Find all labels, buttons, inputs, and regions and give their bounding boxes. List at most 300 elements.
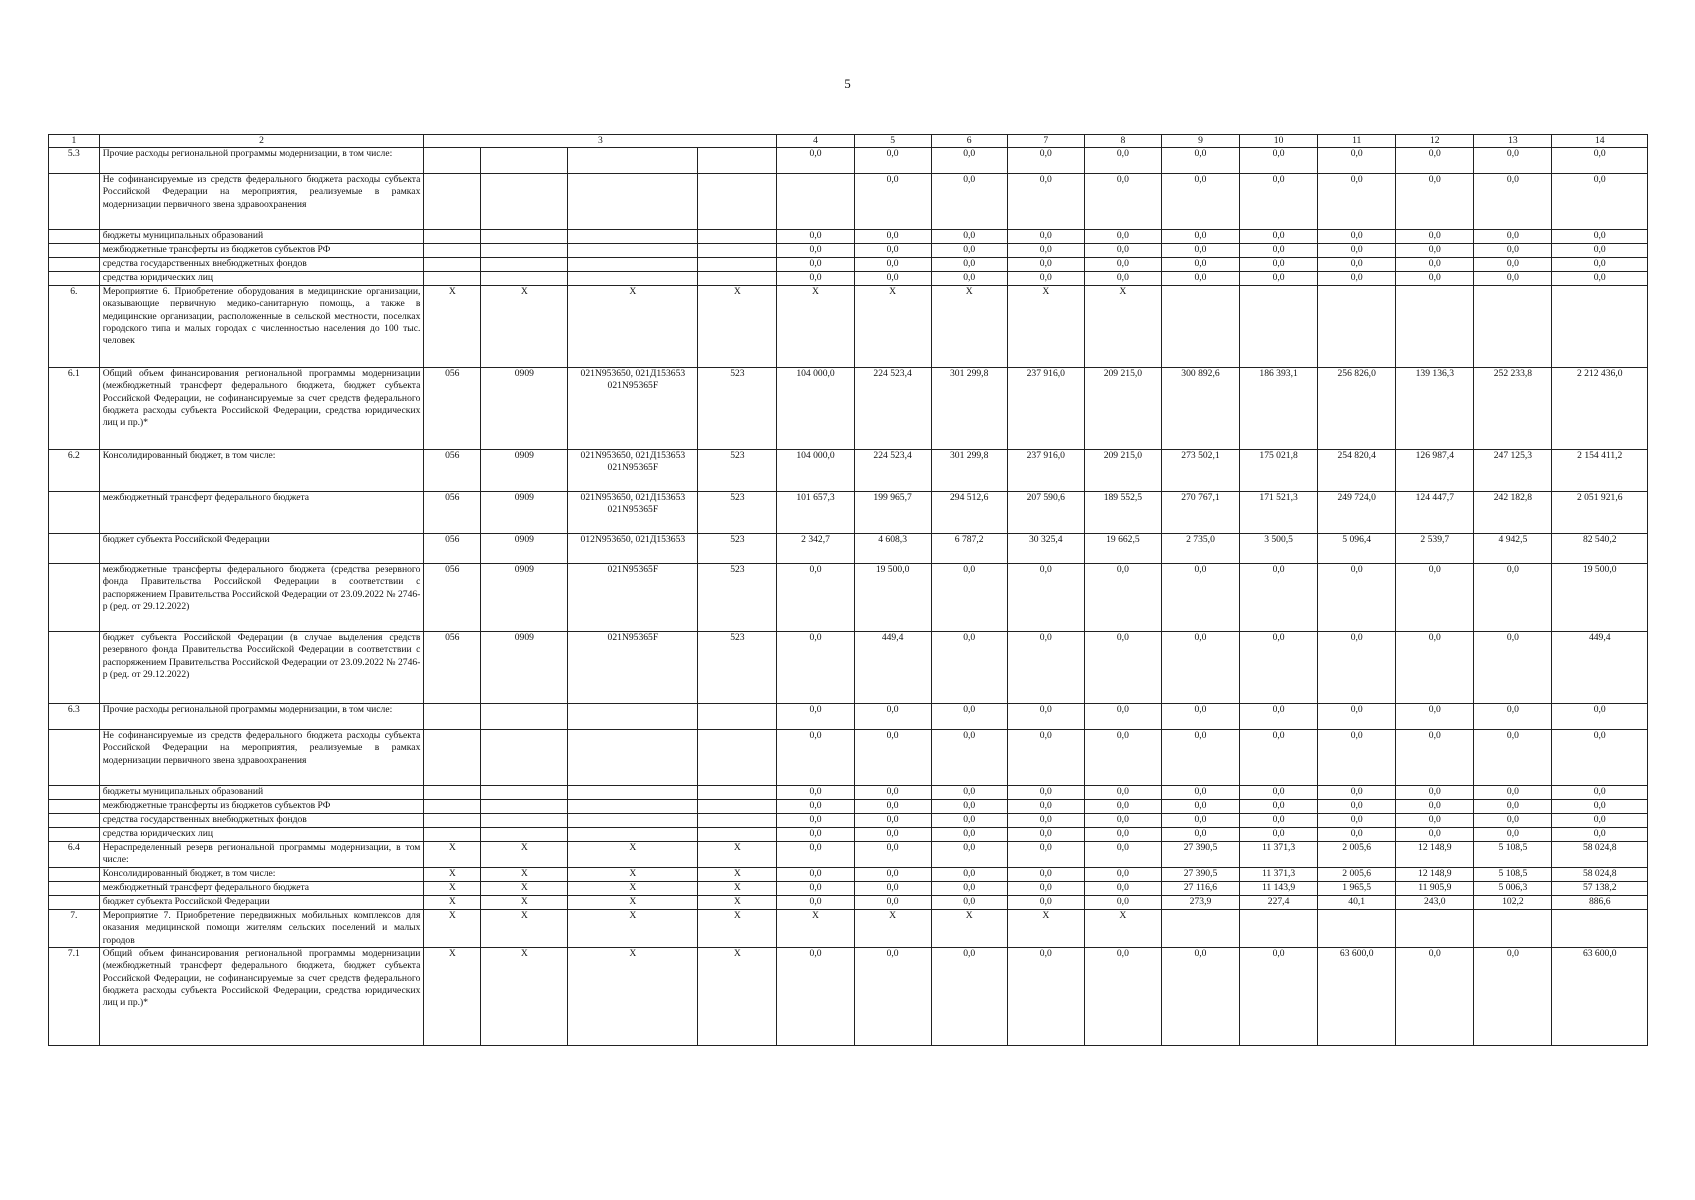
value-cell: 27 390,5 — [1161, 842, 1239, 868]
table-row — [49, 148, 1648, 174]
row-number — [49, 800, 100, 814]
budget-code-cell — [568, 148, 698, 174]
table-row — [49, 230, 1648, 244]
value-cell: 247 125,3 — [1474, 450, 1552, 492]
value-cell: 0,0 — [931, 730, 1007, 786]
row-number — [49, 882, 100, 896]
value-cell: 0,0 — [931, 786, 1007, 800]
column-number-cell: 6 — [931, 135, 1007, 148]
table-row — [49, 730, 1648, 786]
value-cell: 0,0 — [1552, 244, 1648, 258]
value-cell: 0,0 — [1474, 148, 1552, 174]
value-cell: 237 916,0 — [1007, 450, 1084, 492]
value-cell: 0,0 — [854, 814, 931, 828]
table-row — [49, 882, 1648, 896]
row-number — [49, 258, 100, 272]
value-cell: 0,0 — [1161, 564, 1239, 632]
budget-code-cell — [698, 258, 777, 272]
value-cell: 0,0 — [777, 730, 854, 786]
value-cell: 0,0 — [854, 868, 931, 882]
value-cell: 0,0 — [1240, 174, 1318, 230]
budget-code-cell: 0909 — [481, 564, 568, 632]
budget-code-cell — [568, 272, 698, 286]
value-cell: 0,0 — [1318, 230, 1396, 244]
budget-code-cell: 523 — [698, 564, 777, 632]
value-cell: 0,0 — [777, 948, 854, 1046]
value-cell — [1240, 910, 1318, 948]
value-cell: 0,0 — [777, 632, 854, 704]
row-number — [49, 174, 100, 230]
table-body — [49, 135, 1648, 1046]
row-description: Прочие расходы региональной программы модернизации, в том числе: — [99, 148, 424, 174]
value-cell: 0,0 — [1240, 828, 1318, 842]
column-number-cell: 14 — [1552, 135, 1648, 148]
column-number-cell: 2 — [99, 135, 424, 148]
budget-code-cell — [568, 174, 698, 230]
value-cell: 186 393,1 — [1240, 368, 1318, 450]
row-description: Общий объем финансирования региональной программы модернизации (межбюджетный трансферт федерального бюджета, бюджет субъекта Российской Федерации, не софинансируемые за счет средств федерального бюджета расходы субъекта Российской Федерации, средства юридических лиц и пр.)* — [99, 368, 424, 450]
value-cell: 0,0 — [1552, 814, 1648, 828]
value-cell: 0,0 — [1552, 174, 1648, 230]
value-cell: 0,0 — [1474, 828, 1552, 842]
table-row — [49, 564, 1648, 632]
budget-code-cell — [568, 814, 698, 828]
value-cell: 0,0 — [1474, 786, 1552, 800]
value-cell: 0,0 — [777, 564, 854, 632]
table-row — [49, 948, 1648, 1046]
value-cell: 0,0 — [777, 868, 854, 882]
budget-code-cell: Х — [481, 842, 568, 868]
value-cell: 0,0 — [1007, 868, 1084, 882]
value-cell: 0,0 — [854, 800, 931, 814]
row-description: бюджет субъекта Российской Федерации (в случае выделения средств резервного фонда Правительства Российской Федерации в соответствии с распоряжением Правительства Российской Федерации от 23.09.2022 № 2746-р (ред. от 29.12.2022) — [99, 632, 424, 704]
value-cell: 0,0 — [777, 704, 854, 730]
table-row — [49, 272, 1648, 286]
budget-code-cell: Х — [698, 948, 777, 1046]
value-cell: 0,0 — [1240, 258, 1318, 272]
budget-code-cell: 012N953650, 021Д153653 — [568, 534, 698, 564]
value-cell: 0,0 — [1240, 244, 1318, 258]
column-number-cell: 8 — [1084, 135, 1161, 148]
value-cell: 0,0 — [1007, 564, 1084, 632]
value-cell: 249 724,0 — [1318, 492, 1396, 534]
table-row — [49, 786, 1648, 800]
row-description: бюджет субъекта Российской Федерации — [99, 534, 424, 564]
budget-code-cell: Х — [698, 286, 777, 368]
budget-code-cell: 056 — [424, 368, 481, 450]
value-cell: 0,0 — [931, 258, 1007, 272]
value-cell: 0,0 — [777, 244, 854, 258]
budget-code-cell — [424, 828, 481, 842]
value-cell: 209 215,0 — [1084, 450, 1161, 492]
value-cell: 189 552,5 — [1084, 492, 1161, 534]
row-description: средства государственных внебюджетных фондов — [99, 258, 424, 272]
value-cell: 0,0 — [854, 896, 931, 910]
value-cell: 209 215,0 — [1084, 368, 1161, 450]
value-cell: 0,0 — [1474, 800, 1552, 814]
value-cell: 0,0 — [1007, 730, 1084, 786]
value-cell: 0,0 — [1396, 948, 1474, 1046]
value-cell: 199 965,7 — [854, 492, 931, 534]
value-cell: 0,0 — [1161, 800, 1239, 814]
row-number: 6.2 — [49, 450, 100, 492]
value-cell — [1552, 910, 1648, 948]
budget-code-cell: 021N953650, 021Д153653 021N95365F — [568, 450, 698, 492]
table-row — [49, 492, 1648, 534]
value-cell: 0,0 — [1007, 148, 1084, 174]
value-cell: 0,0 — [1084, 828, 1161, 842]
budget-code-cell — [568, 244, 698, 258]
value-cell: 5 096,4 — [1318, 534, 1396, 564]
row-description: межбюджетный трансферт федерального бюджета — [99, 492, 424, 534]
value-cell: 256 826,0 — [1318, 368, 1396, 450]
value-cell: 0,0 — [1474, 272, 1552, 286]
value-cell: 0,0 — [1161, 704, 1239, 730]
value-cell: 0,0 — [1396, 230, 1474, 244]
value-cell: 0,0 — [1318, 786, 1396, 800]
row-number — [49, 868, 100, 882]
value-cell: 3 500,5 — [1240, 534, 1318, 564]
budget-code-cell — [424, 786, 481, 800]
value-cell: 0,0 — [1084, 730, 1161, 786]
value-cell: 0,0 — [1084, 814, 1161, 828]
value-cell: 6 787,2 — [931, 534, 1007, 564]
value-cell: 0,0 — [854, 148, 931, 174]
value-cell: 58 024,8 — [1552, 868, 1648, 882]
value-cell: 57 138,2 — [1552, 882, 1648, 896]
value-cell: 0,0 — [1240, 814, 1318, 828]
value-cell: 0,0 — [1161, 230, 1239, 244]
table-row — [49, 258, 1648, 272]
value-cell: 2 735,0 — [1161, 534, 1239, 564]
row-number — [49, 730, 100, 786]
budget-code-cell: Х — [568, 286, 698, 368]
budget-code-cell: Х — [424, 842, 481, 868]
budget-code-cell: Х — [481, 882, 568, 896]
value-cell: 0,0 — [1161, 258, 1239, 272]
value-cell: 30 325,4 — [1007, 534, 1084, 564]
value-cell: 0,0 — [931, 632, 1007, 704]
value-cell: 0,0 — [1007, 786, 1084, 800]
budget-code-cell: Х — [568, 948, 698, 1046]
value-cell: 0,0 — [1396, 786, 1474, 800]
row-number — [49, 244, 100, 258]
value-cell: 207 590,6 — [1007, 492, 1084, 534]
value-cell: 273,9 — [1161, 896, 1239, 910]
budget-code-cell: Х — [698, 882, 777, 896]
value-cell: 0,0 — [1474, 948, 1552, 1046]
value-cell: 242 182,8 — [1474, 492, 1552, 534]
value-cell: 0,0 — [931, 564, 1007, 632]
value-cell: 0,0 — [1007, 882, 1084, 896]
budget-code-cell — [698, 244, 777, 258]
budget-code-cell — [424, 148, 481, 174]
row-description: бюджет субъекта Российской Федерации — [99, 896, 424, 910]
value-cell: 58 024,8 — [1552, 842, 1648, 868]
budget-code-cell: 523 — [698, 632, 777, 704]
value-cell — [1318, 910, 1396, 948]
row-number — [49, 828, 100, 842]
value-cell: 11 905,9 — [1396, 882, 1474, 896]
value-cell: 0,0 — [777, 800, 854, 814]
value-cell: 0,0 — [1240, 230, 1318, 244]
budget-code-cell: Х — [424, 948, 481, 1046]
value-cell: 0,0 — [1318, 272, 1396, 286]
value-cell: 175 021,8 — [1240, 450, 1318, 492]
budget-code-cell: 021N953650, 021Д153653 021N95365F — [568, 492, 698, 534]
value-cell: 101 657,3 — [777, 492, 854, 534]
value-cell: 0,0 — [777, 882, 854, 896]
page-number: 5 — [844, 76, 851, 91]
budget-code-cell: 0909 — [481, 368, 568, 450]
value-cell: 104 000,0 — [777, 368, 854, 450]
value-cell: 0,0 — [1552, 730, 1648, 786]
budget-code-cell: 0909 — [481, 632, 568, 704]
budget-code-cell — [424, 730, 481, 786]
value-cell: 0,0 — [1240, 272, 1318, 286]
value-cell: 0,0 — [931, 244, 1007, 258]
value-cell: 0,0 — [931, 828, 1007, 842]
budget-code-cell — [568, 828, 698, 842]
value-cell: Х — [931, 286, 1007, 368]
budget-code-cell: Х — [424, 286, 481, 368]
value-cell: 0,0 — [1318, 564, 1396, 632]
value-cell: 0,0 — [854, 244, 931, 258]
row-number: 6.4 — [49, 842, 100, 868]
value-cell: 0,0 — [1007, 258, 1084, 272]
value-cell: 0,0 — [1474, 564, 1552, 632]
value-cell: Х — [854, 286, 931, 368]
value-cell: 0,0 — [1396, 800, 1474, 814]
column-number-cell: 4 — [777, 135, 854, 148]
value-cell — [777, 174, 854, 230]
row-number: 7. — [49, 910, 100, 948]
value-cell: 0,0 — [1084, 948, 1161, 1046]
value-cell: 0,0 — [1161, 148, 1239, 174]
budget-code-cell: 0909 — [481, 450, 568, 492]
value-cell: 11 371,3 — [1240, 868, 1318, 882]
budget-code-cell: Х — [481, 896, 568, 910]
row-number — [49, 492, 100, 534]
value-cell: 0,0 — [931, 842, 1007, 868]
budget-code-cell — [568, 800, 698, 814]
row-description: Нераспределенный резерв региональной программы модернизации, в том числе: — [99, 842, 424, 868]
budget-code-cell — [424, 272, 481, 286]
value-cell: 0,0 — [931, 148, 1007, 174]
value-cell: 5 108,5 — [1474, 868, 1552, 882]
row-description: Общий объем финансирования региональной программы модернизации (межбюджетный трансферт федерального бюджета, бюджет субъекта Российской Федерации, не софинансируемые за счет средств федерального бюджета расходы субъекта Российской Федерации, средства юридических лиц и пр.)* — [99, 948, 424, 1046]
table-row — [49, 286, 1648, 368]
value-cell: 0,0 — [1161, 786, 1239, 800]
budget-code-cell — [568, 704, 698, 730]
table-row — [49, 896, 1648, 910]
value-cell: 449,4 — [854, 632, 931, 704]
row-description: Не софинансируемые из средств федерального бюджета расходы субъекта Российской Федерации на мероприятия, реализуемые в рамках модернизации первичного звена здравоохранения — [99, 174, 424, 230]
value-cell: 63 600,0 — [1318, 948, 1396, 1046]
value-cell: 0,0 — [1161, 272, 1239, 286]
budget-code-cell — [698, 786, 777, 800]
value-cell: 19 500,0 — [854, 564, 931, 632]
budget-code-cell — [698, 148, 777, 174]
value-cell: 0,0 — [1318, 632, 1396, 704]
value-cell: Х — [1084, 286, 1161, 368]
column-number-cell: 1 — [49, 135, 100, 148]
row-description: Мероприятие 7. Приобретение передвижных мобильных комплексов для оказания медицинской помощи жителям сельских поселений и малых городов — [99, 910, 424, 948]
row-description: бюджеты муниципальных образований — [99, 786, 424, 800]
value-cell: 0,0 — [1318, 174, 1396, 230]
table-row — [49, 842, 1648, 868]
value-cell: 5 108,5 — [1474, 842, 1552, 868]
value-cell: 0,0 — [1318, 800, 1396, 814]
budget-code-cell — [481, 730, 568, 786]
value-cell: 0,0 — [1396, 148, 1474, 174]
value-cell: 2 154 411,2 — [1552, 450, 1648, 492]
value-cell: 0,0 — [1084, 800, 1161, 814]
budget-code-cell — [568, 730, 698, 786]
value-cell: 0,0 — [777, 828, 854, 842]
value-cell: 0,0 — [854, 258, 931, 272]
value-cell: 273 502,1 — [1161, 450, 1239, 492]
value-cell: 0,0 — [1084, 148, 1161, 174]
budget-code-cell — [698, 704, 777, 730]
value-cell: 0,0 — [1161, 948, 1239, 1046]
budget-code-cell: 056 — [424, 492, 481, 534]
row-number — [49, 896, 100, 910]
value-cell: 0,0 — [1084, 174, 1161, 230]
value-cell: 254 820,4 — [1318, 450, 1396, 492]
row-number: 6.1 — [49, 368, 100, 450]
row-description: Консолидированный бюджет, в том числе: — [99, 868, 424, 882]
value-cell: 224 523,4 — [854, 450, 931, 492]
value-cell: 0,0 — [1396, 704, 1474, 730]
table-row — [49, 868, 1648, 882]
budget-code-cell — [424, 244, 481, 258]
budget-code-cell: 056 — [424, 564, 481, 632]
value-cell: 2 539,7 — [1396, 534, 1474, 564]
budget-code-cell — [568, 786, 698, 800]
value-cell: 0,0 — [1396, 814, 1474, 828]
value-cell: 0,0 — [854, 730, 931, 786]
row-number: 6. — [49, 286, 100, 368]
budget-code-cell — [481, 800, 568, 814]
value-cell: 0,0 — [1396, 632, 1474, 704]
budget-code-cell: 021N95365F — [568, 632, 698, 704]
column-number-cell: 12 — [1396, 135, 1474, 148]
value-cell: 0,0 — [1240, 632, 1318, 704]
budget-code-cell: 056 — [424, 534, 481, 564]
value-cell: 0,0 — [1396, 272, 1474, 286]
budget-code-cell — [481, 258, 568, 272]
value-cell: 0,0 — [1318, 148, 1396, 174]
budget-code-cell: 056 — [424, 450, 481, 492]
budget-code-cell — [481, 230, 568, 244]
value-cell: 0,0 — [1240, 148, 1318, 174]
value-cell: 0,0 — [854, 948, 931, 1046]
budget-code-cell: Х — [481, 948, 568, 1046]
value-cell: 0,0 — [1396, 730, 1474, 786]
value-cell: 0,0 — [1318, 704, 1396, 730]
value-cell — [1474, 910, 1552, 948]
value-cell: 0,0 — [854, 882, 931, 896]
budget-code-cell — [481, 814, 568, 828]
row-number — [49, 814, 100, 828]
value-cell: 0,0 — [1552, 230, 1648, 244]
value-cell: 2 051 921,6 — [1552, 492, 1648, 534]
value-cell: 0,0 — [1318, 730, 1396, 786]
row-description: средства государственных внебюджетных фондов — [99, 814, 424, 828]
value-cell: 0,0 — [854, 230, 931, 244]
value-cell: 0,0 — [1007, 828, 1084, 842]
value-cell: Х — [854, 910, 931, 948]
budget-table-container — [48, 134, 1648, 1046]
value-cell: 301 299,8 — [931, 450, 1007, 492]
budget-code-cell: 523 — [698, 368, 777, 450]
value-cell: 0,0 — [777, 272, 854, 286]
value-cell: 0,0 — [1474, 632, 1552, 704]
value-cell: 237 916,0 — [1007, 368, 1084, 450]
value-cell: 224 523,4 — [854, 368, 931, 450]
value-cell: 0,0 — [1161, 632, 1239, 704]
value-cell: 0,0 — [777, 148, 854, 174]
value-cell: 0,0 — [1474, 174, 1552, 230]
value-cell: 0,0 — [1161, 828, 1239, 842]
value-cell: 0,0 — [854, 174, 931, 230]
row-number: 6.3 — [49, 704, 100, 730]
value-cell: 0,0 — [1474, 230, 1552, 244]
value-cell: 0,0 — [1007, 948, 1084, 1046]
row-description: Консолидированный бюджет, в том числе: — [99, 450, 424, 492]
value-cell: 0,0 — [1161, 174, 1239, 230]
budget-code-cell: 523 — [698, 450, 777, 492]
value-cell: 0,0 — [931, 896, 1007, 910]
value-cell — [1161, 286, 1239, 368]
budget-code-cell: Х — [698, 868, 777, 882]
table-row — [49, 534, 1648, 564]
budget-code-cell: Х — [568, 882, 698, 896]
budget-code-cell: Х — [481, 286, 568, 368]
table-row — [49, 368, 1648, 450]
budget-code-cell: 523 — [698, 534, 777, 564]
value-cell: 0,0 — [931, 948, 1007, 1046]
row-description: бюджеты муниципальных образований — [99, 230, 424, 244]
value-cell: 0,0 — [1084, 564, 1161, 632]
value-cell: 0,0 — [1474, 704, 1552, 730]
value-cell: 0,0 — [931, 800, 1007, 814]
value-cell: 0,0 — [1084, 868, 1161, 882]
value-cell: 0,0 — [1084, 272, 1161, 286]
value-cell: 0,0 — [1318, 258, 1396, 272]
value-cell: 0,0 — [1474, 244, 1552, 258]
value-cell: 4 942,5 — [1474, 534, 1552, 564]
budget-code-cell — [698, 814, 777, 828]
value-cell: 5 006,3 — [1474, 882, 1552, 896]
value-cell: 0,0 — [1396, 258, 1474, 272]
value-cell: 2 005,6 — [1318, 868, 1396, 882]
budget-code-cell — [481, 244, 568, 258]
budget-code-cell — [424, 230, 481, 244]
value-cell: 0,0 — [1552, 786, 1648, 800]
value-cell — [1318, 286, 1396, 368]
budget-code-cell — [698, 230, 777, 244]
value-cell: 0,0 — [1084, 258, 1161, 272]
value-cell: Х — [777, 286, 854, 368]
budget-code-cell: 021N95365F — [568, 564, 698, 632]
table-row — [49, 800, 1648, 814]
value-cell: 0,0 — [1007, 632, 1084, 704]
value-cell: 63 600,0 — [1552, 948, 1648, 1046]
budget-code-cell: 523 — [698, 492, 777, 534]
budget-table — [48, 134, 1648, 1046]
